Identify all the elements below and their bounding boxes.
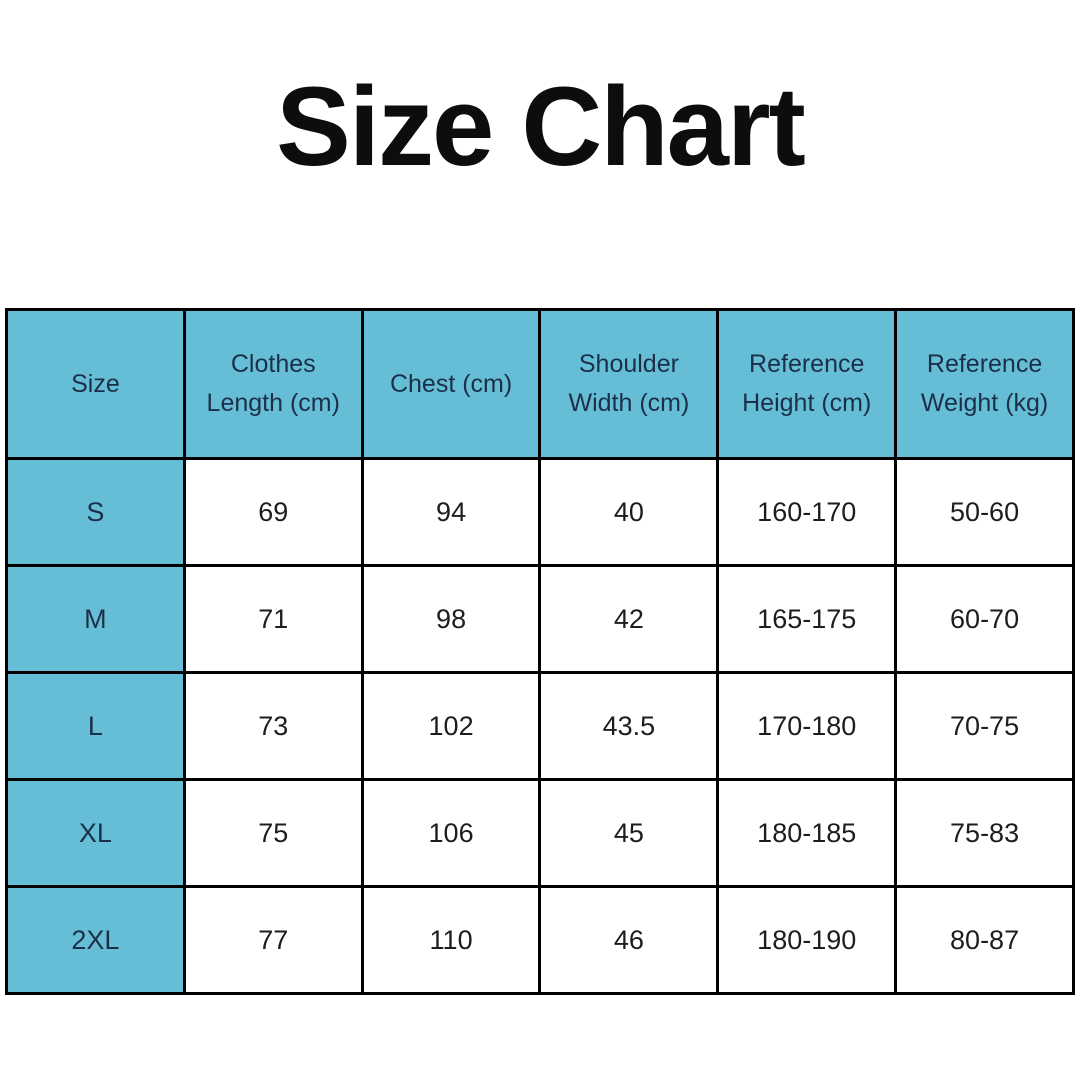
table-cell: 180-190	[718, 887, 896, 994]
row-header: S	[7, 459, 185, 566]
column-header-size: Size	[7, 310, 185, 459]
table-row-2xl	[7, 887, 1074, 994]
table-cell: 75-83	[896, 780, 1074, 887]
table-cell: 70-75	[896, 673, 1074, 780]
table-cell: 40	[540, 459, 718, 566]
table-cell: 180-185	[718, 780, 896, 887]
table-row-l	[7, 673, 1074, 780]
table-cell: 71	[184, 566, 362, 673]
column-header-chest: Chest (cm)	[362, 310, 540, 459]
table-row-s	[7, 459, 1074, 566]
size-table-body	[7, 459, 1074, 994]
column-header-reference-weight: Reference Weight (kg)	[896, 310, 1074, 459]
row-header: L	[7, 673, 185, 780]
table-cell: 165-175	[718, 566, 896, 673]
table-cell: 43.5	[540, 673, 718, 780]
size-table	[5, 308, 1075, 995]
column-header-reference-height: Reference Height (cm)	[718, 310, 896, 459]
table-cell: 50-60	[896, 459, 1074, 566]
table-cell: 46	[540, 887, 718, 994]
table-cell: 106	[362, 780, 540, 887]
column-header-clothes-length: Clothes Length (cm)	[184, 310, 362, 459]
table-cell: 110	[362, 887, 540, 994]
table-cell: 77	[184, 887, 362, 994]
page-title: Size Chart	[276, 64, 804, 189]
table-cell: 42	[540, 566, 718, 673]
table-cell: 75	[184, 780, 362, 887]
table-row-xl	[7, 780, 1074, 887]
table-cell: 60-70	[896, 566, 1074, 673]
table-cell: 94	[362, 459, 540, 566]
row-header: 2XL	[7, 887, 185, 994]
table-cell: 45	[540, 780, 718, 887]
header-row	[7, 310, 1074, 459]
table-cell: 102	[362, 673, 540, 780]
table-cell: 170-180	[718, 673, 896, 780]
table-cell: 69	[184, 459, 362, 566]
row-header: M	[7, 566, 185, 673]
row-header: XL	[7, 780, 185, 887]
size-table-header	[7, 310, 1074, 459]
column-header-shoulder-width: Shoulder Width (cm)	[540, 310, 718, 459]
table-cell: 80-87	[896, 887, 1074, 994]
table-cell: 73	[184, 673, 362, 780]
table-row-m	[7, 566, 1074, 673]
table-cell: 98	[362, 566, 540, 673]
table-cell: 160-170	[718, 459, 896, 566]
